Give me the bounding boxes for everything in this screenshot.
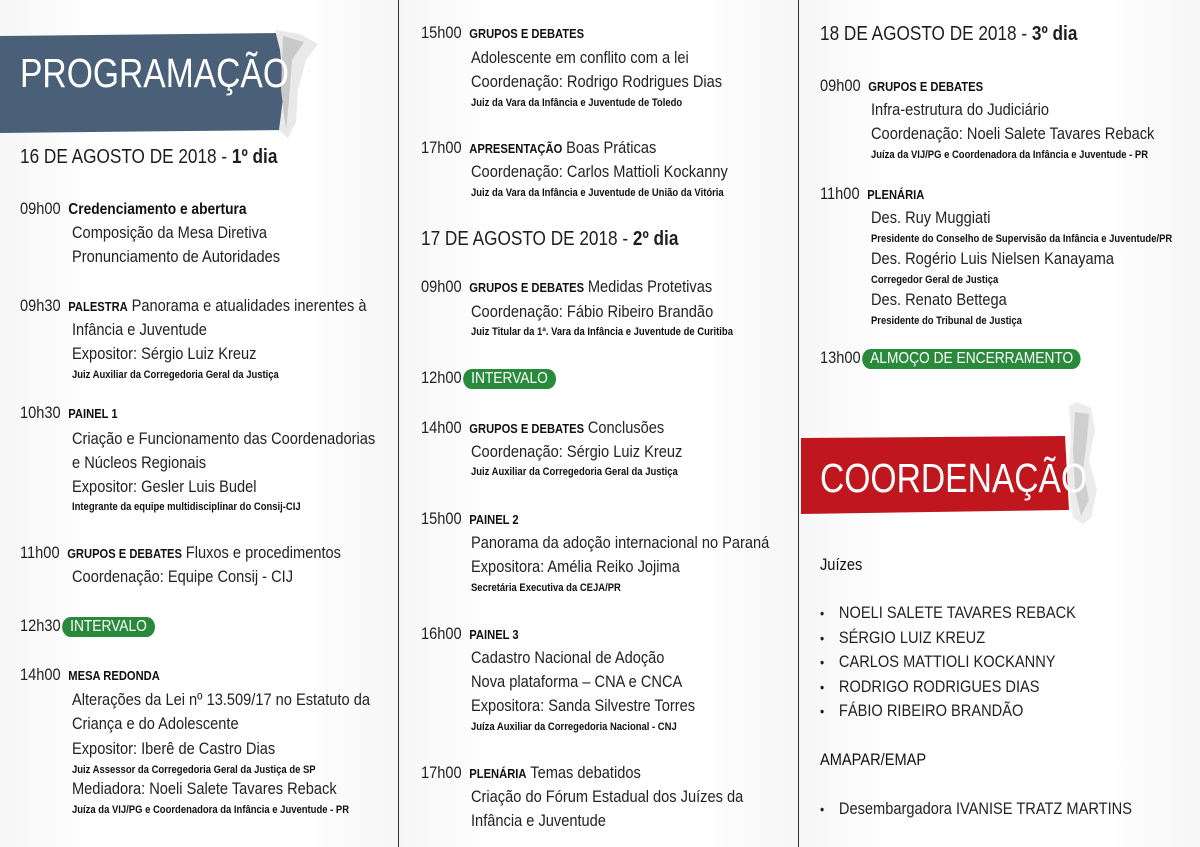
coordenacao-title: COORDENAÇÃO xyxy=(820,455,1088,501)
intervalo-badge: INTERVALO xyxy=(62,617,154,637)
juizes-heading: Juízes xyxy=(820,555,863,574)
day3-date: 18 DE AGOSTO DE 2018 - 3º dia xyxy=(820,23,1078,45)
panel-day3: 18 DE AGOSTO DE 2018 - 3º dia 09h00 GRUPOS E DEBATES Infra-estrutura do Judiciário Coordenação: Noeli Salete Tavares Reback Juíza da VIJ/PG e Coordenadora da Infância e Juventude - PR 11h00 PLENÁRIA Des. Ruy Muggiati Presidente do Conselho de Supervisão da Infância e Juventude/PR Des. Rogério Luis Nielsen Kanayama Corregedor Geral de Justiça Des. Renato Bettega Presidente do Tribunal de Justiça 13h00 ALMOÇO DE ENCERRAMENTO COORDENAÇÃO Juízes • NOELI SALETE TAVARES REBACK • SÉRGIO LUIZ KREUZ • CARLOS MATTIOLI KOCKANNY • RODRIGO RODRIGUES DIAS • FÁBIO RIBEIRO BRANDÃO AMAPAR/EMAP • Desembargadora IVANISE TRATZ MARTINS xyxy=(799,0,1200,847)
list-item: • NOELI SALETE TAVARES REBACK xyxy=(820,603,1076,622)
panel-day1: PROGRAMAÇÃO 16 DE AGOSTO DE 2018 - 1º dia 09h00 Credenciamento e abertura Composição da Mesa Diretiva Pronunciamento de Autoridades 09h30 PALESTRA Panorama e atualidades inerentes à Infância e Juventude Expositor: Sérgio Luiz Kreuz Juiz Auxiliar da Corregedoria Geral da Justiça 10h30 PAINEL 1 Criação e Funcionamento das Coordenadorias e Núcleos Regionais Expositor: Gesler Luis Budel Integrante da equipe multidisciplinar do Consij-CIJ 11h00 GRUPOS E DEBATES Fluxos e procedimentos Coordenação: Equipe Consij - CIJ 12h30 INTERVALO 14h00 MESA REDONDA Alterações da Lei nº 13.509/17 no Estatuto da Criança e do Adolescente Expositor: Iberê de Castro Dias Juiz Assessor da Corregedoria Geral da Justiça de SP Mediadora: Noeli Salete Tavares Reback Juíza da VIJ/PG e Coordenadora da Infância e Juventude - PR xyxy=(0,0,398,847)
day2-date: 17 DE AGOSTO DE 2018 - 2º dia xyxy=(421,228,679,250)
juizes-list xyxy=(820,601,1118,724)
amapar-heading: AMAPAR/EMAP xyxy=(820,750,927,769)
day1-date: 16 DE AGOSTO DE 2018 - 1º dia xyxy=(20,146,278,168)
amapar-list xyxy=(820,797,1183,822)
programacao-title: PROGRAMAÇÃO xyxy=(20,50,289,96)
intervalo-badge: INTERVALO xyxy=(463,369,555,389)
list-item: • FÁBIO RIBEIRO BRANDÃO xyxy=(820,701,1024,721)
almoco-badge: ALMOÇO DE ENCERRAMENTO xyxy=(862,349,1081,369)
list-item: • RODRIGO RODRIGUES DIAS xyxy=(820,676,1040,696)
list-item: • CARLOS MATTIOLI KOCKANNY xyxy=(820,652,1056,672)
panel-day2: 15h00 GRUPOS E DEBATES Adolescente em conflito com a lei Coordenação: Rodrigo Rodrigues Dias Juiz da Vara da Infância e Juventude de Toledo 17h00 APRESENTAÇÃO Boas Práticas Coordenação: Carlos Mattioli Kockanny Juiz da Vara da Infância e Juventude de União da Vitória 17 DE AGOSTO DE 2018 - 2º dia 09h00 GRUPOS E DEBATES Medidas Protetivas Coordenação: Fábio Ribeiro Brandão Juiz Titular da 1ª. Vara da Infância e Juventude de Curitiba 12h00 INTERVALO 14h00 GRUPOS E DEBATES Conclusões Coordenação: Sérgio Luiz Kreuz Juiz Auxiliar da Corregedoria Geral da Justiça 15h00 PAINEL 2 Panorama da adoção internacional no Paraná Expositora: Amélia Reiko Jojima Secretária Executiva da CEJA/PR 16h00 PAINEL 3 Cadastro Nacional de Adoção Nova plataforma – CNA e CNCA Expositora: Sanda Silvestre Torres Juíza Auxiliar da Corregedoria Nacional - CNJ 17h00 PLENÁRIA Temas debatidos Criação do Fórum Estadual dos Juízes da Infância e Juventude xyxy=(399,0,798,847)
list-item: • SÉRGIO LUIZ KREUZ xyxy=(820,627,986,647)
list-item: • Desembargadora IVANISE TRATZ MARTINS xyxy=(820,799,1132,818)
